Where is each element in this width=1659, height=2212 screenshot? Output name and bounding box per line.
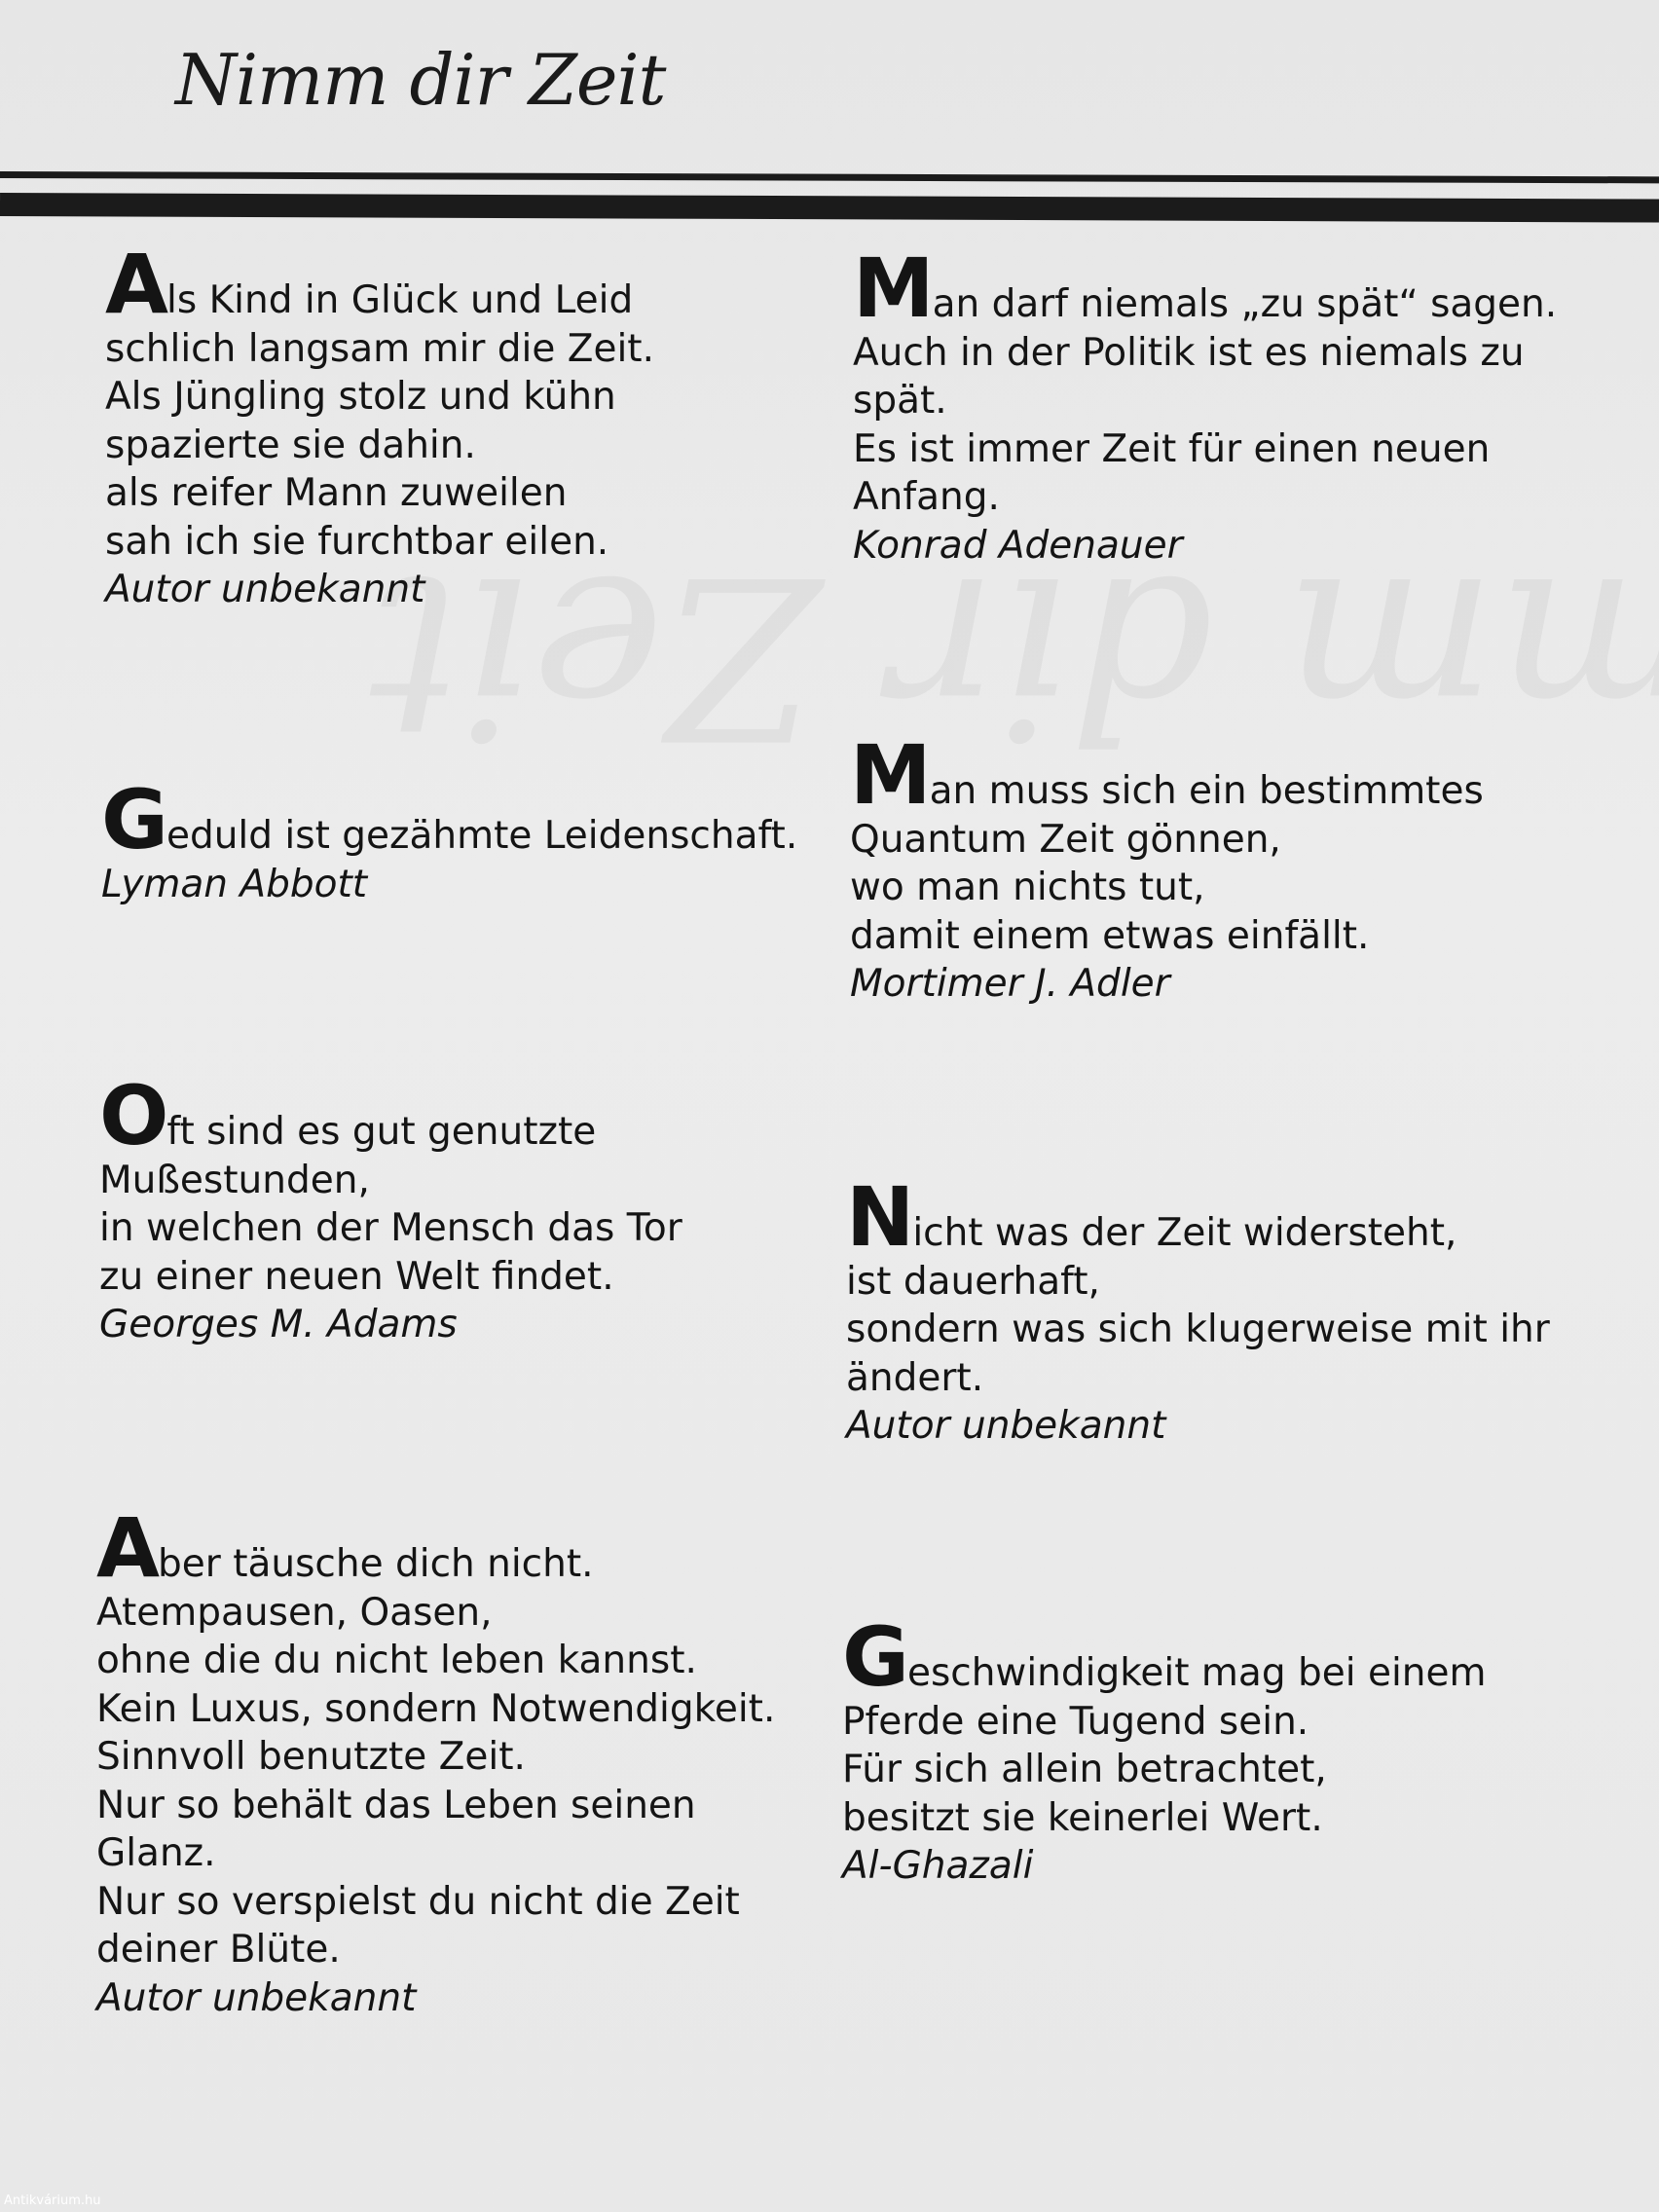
- quote-oft-sind: [99, 1068, 820, 1349]
- quote-line: Nur so verspielst du nicht die Zeit: [96, 1879, 740, 1924]
- quote-first-line: [853, 240, 1573, 336]
- quote-first-line-text: eschwindigkeit mag bei einem: [906, 1651, 1487, 1695]
- quote-line: Für sich allein betrachtet,: [842, 1748, 1327, 1791]
- quote-line: wo man nichts tut,: [850, 866, 1205, 909]
- quote-line: Pferde eine Tugend sein.: [842, 1699, 1309, 1744]
- quote-first-line-text: an darf niemals „zu spät“ sagen.: [932, 282, 1558, 326]
- quote-author: Autor unbekannt: [96, 1975, 417, 2020]
- quote-line: Anfang.: [853, 475, 1000, 519]
- quote-geschwindigkeit: [842, 1609, 1563, 1891]
- quote-first-line: [850, 727, 1570, 823]
- quote-line: Es ist immer Zeit für einen neuen: [853, 426, 1491, 471]
- quote-first-line-text: an muss sich ein bestimmtes: [929, 769, 1484, 813]
- quote-line: Sinnvoll benutzte Zeit.: [96, 1735, 526, 1779]
- quote-first-line: [105, 237, 826, 332]
- quote-first-line-text: icht was der Zeit widersteht,: [912, 1211, 1457, 1255]
- quote-line: Mußestunden,: [99, 1158, 370, 1202]
- quote-line: besitzt sie keinerlei Wert.: [842, 1795, 1323, 1840]
- quote-author: Autor unbekannt: [105, 568, 425, 611]
- quote-first-line: [101, 772, 822, 867]
- quote-line: Kein Luxus, sondern Notwendigkeit.: [96, 1686, 776, 1731]
- quote-line: deiner Blüte.: [96, 1928, 341, 1972]
- quote-first-line: [99, 1068, 820, 1163]
- drop-initial: A: [105, 237, 167, 332]
- quote-line: ändert.: [846, 1355, 984, 1400]
- quote-first-line: [846, 1169, 1567, 1265]
- drop-initial: G: [101, 772, 166, 867]
- quote-first-line: [842, 1609, 1563, 1705]
- quote-line: Auch in der Politik ist es niemals zu: [853, 330, 1525, 375]
- quote-nicht-was: [846, 1169, 1567, 1451]
- quote-als-kind: [105, 237, 826, 614]
- quote-line: Glanz.: [96, 1831, 216, 1875]
- quote-author: Al-Ghazali: [842, 1844, 1034, 1888]
- quote-first-line-text: eduld ist gezähmte Leidenschaft.: [166, 814, 798, 858]
- quote-line: sah ich sie furchtbar eilen.: [105, 519, 609, 564]
- quote-line: Als Jüngling stolz und kühn: [105, 375, 616, 419]
- quote-man-darf: [853, 240, 1573, 570]
- quote-author: Georges M. Adams: [99, 1303, 458, 1346]
- quote-author: Lyman Abbott: [101, 862, 368, 906]
- drop-initial: M: [850, 727, 930, 823]
- drop-initial: A: [96, 1500, 159, 1596]
- quote-first-line-text: ft sind es gut genutzte: [166, 1110, 597, 1154]
- quote-line: damit einem etwas einfällt.: [850, 913, 1370, 958]
- quote-line: ohne die du nicht leben kannst.: [96, 1639, 697, 1682]
- quote-line: sondern was sich klugerweise mit ihr: [846, 1308, 1550, 1351]
- quote-first-line: [96, 1500, 817, 1596]
- quote-line: schlich langsam mir die Zeit.: [105, 326, 654, 371]
- quote-line: in welchen der Mensch das Tor: [99, 1206, 682, 1250]
- quote-first-line-text: ls Kind in Glück und Leid: [166, 278, 634, 322]
- quote-man-muss: [850, 727, 1570, 1009]
- quote-author: Autor unbekannt: [846, 1404, 1166, 1448]
- site-watermark: Antikvárium.hu: [4, 2194, 101, 2208]
- quote-line: spazierte sie dahin.: [105, 423, 476, 467]
- quote-line: Quantum Zeit gönnen,: [850, 817, 1281, 862]
- quote-line: Nur so behält das Leben seinen: [96, 1783, 696, 1827]
- drop-initial: G: [842, 1609, 907, 1705]
- drop-initial: O: [99, 1068, 167, 1163]
- quote-line: als reifer Mann zuweilen: [105, 471, 568, 515]
- quote-line: spät.: [853, 379, 947, 423]
- drop-initial: N: [846, 1169, 913, 1265]
- drop-initial: M: [853, 240, 933, 336]
- quote-line: zu einer neuen Welt findet.: [99, 1254, 614, 1299]
- quote-author: Mortimer J. Adler: [850, 962, 1170, 1006]
- quote-author: Konrad Adenauer: [853, 523, 1183, 568]
- header-rule-thick: [0, 193, 1659, 223]
- header-rule-thin: [0, 171, 1659, 183]
- quote-aber-taeusche: [96, 1500, 817, 2022]
- quote-geduld: [101, 772, 822, 908]
- quote-line: ist dauerhaft,: [846, 1259, 1100, 1304]
- quote-first-line-text: ber täusche dich nicht.: [158, 1542, 594, 1586]
- quote-line: Atempausen, Oasen,: [96, 1590, 493, 1635]
- page-title: Nimm dir Zeit: [175, 39, 666, 121]
